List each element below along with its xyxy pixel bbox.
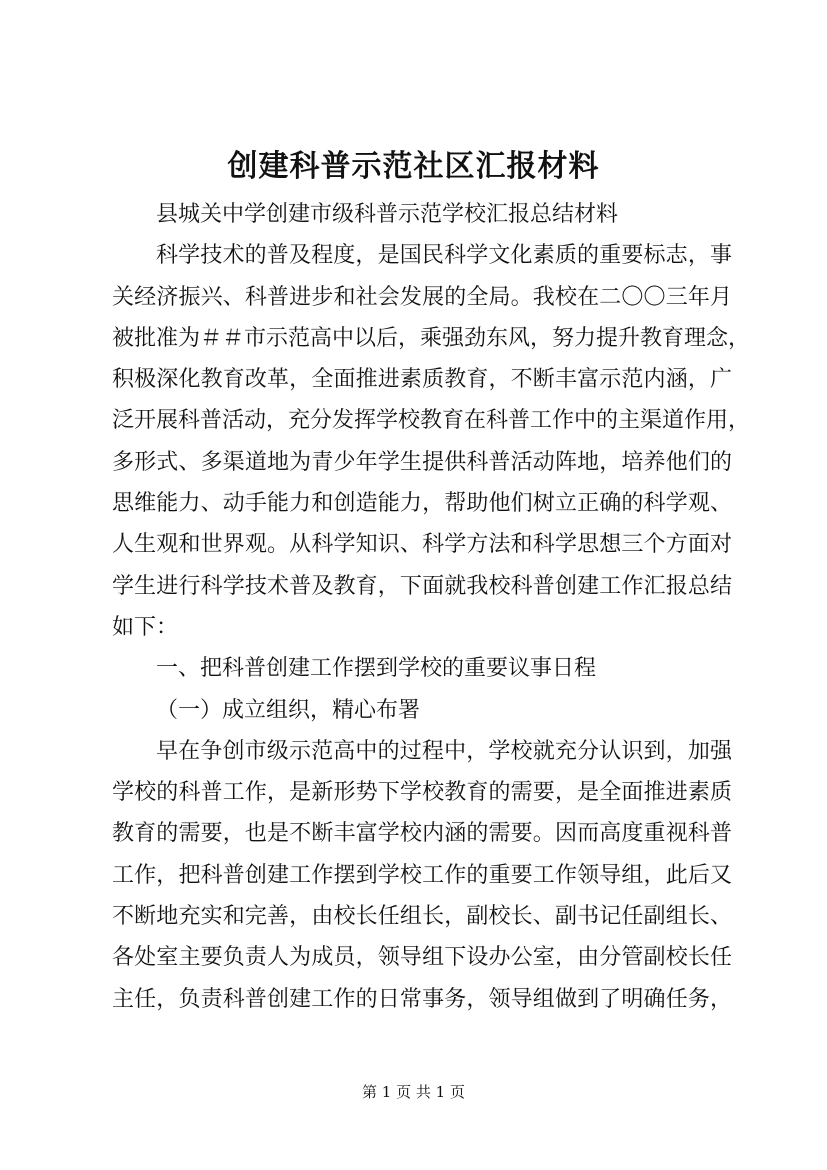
subsection-heading: （一）成立组织，精心布署: [156, 697, 421, 723]
paragraph-line: 被批准为＃＃市示范高中以后，乘强劲东风，努力提升教育理念，: [112, 325, 751, 351]
paragraph-line: 学校的科普工作，是新形势下学校教育的需要，是全面推进素质: [112, 780, 732, 806]
paragraph-line: 工作，把科普创建工作摆到学校工作的重要工作领导组，此后又: [112, 862, 732, 888]
paragraph-line: 教育的需要，也是不断丰富学校内涵的需要。因而高度重视科普: [112, 821, 732, 847]
paragraph-line: 关经济振兴、科普进步和社会发展的全局。我校在二〇〇三年月: [112, 284, 732, 310]
paragraph-line: 思维能力、动手能力和创造能力，帮助他们树立正确的科学观、: [112, 491, 732, 517]
paragraph-line: 科学技术的普及程度，是国民科学文化素质的重要标志，事: [156, 243, 732, 269]
paragraph-line: 多形式、多渠道地为青少年学生提供科普活动阵地，培养他们的: [112, 449, 732, 475]
paragraph-line: 如下：: [112, 614, 179, 640]
paragraph-line: 积极深化教育改革，全面推进素质教育，不断丰富示范内涵，广: [112, 367, 732, 393]
document-body: [112, 194, 751, 1020]
paragraph-line: 早在争创市级示范高中的过程中，学校就充分认识到，加强: [156, 738, 732, 764]
section-heading: 一、把科普创建工作摆到学校的重要议事日程: [156, 656, 597, 682]
paragraph-line: 学生进行科学技术普及教育，下面就我校科普创建工作汇报总结: [112, 573, 732, 599]
paragraph-line: 各处室主要负责人为成员，领导组下设办公室，由分管副校长任: [112, 945, 732, 971]
page-footer: 第 1 页 共 1 页: [362, 1083, 465, 1101]
paragraph-line: 人生观和世界观。从科学知识、科学方法和科学思想三个方面对: [112, 532, 732, 558]
document-title: 创建科普示范社区汇报材料: [227, 149, 600, 184]
paragraph-line: 不断地充实和完善，由校长任组长，副校长、副书记任副组长、: [112, 904, 732, 930]
subtitle-line: 县城关中学创建市级科普示范学校汇报总结材料: [156, 202, 619, 227]
paragraph-line: 泛开展科普活动，充分发挥学校教育在科普工作中的主渠道作用，: [112, 408, 751, 434]
paragraph-line: 主任，负责科普创建工作的日常事务，领导组做到了明确任务，: [112, 986, 732, 1012]
